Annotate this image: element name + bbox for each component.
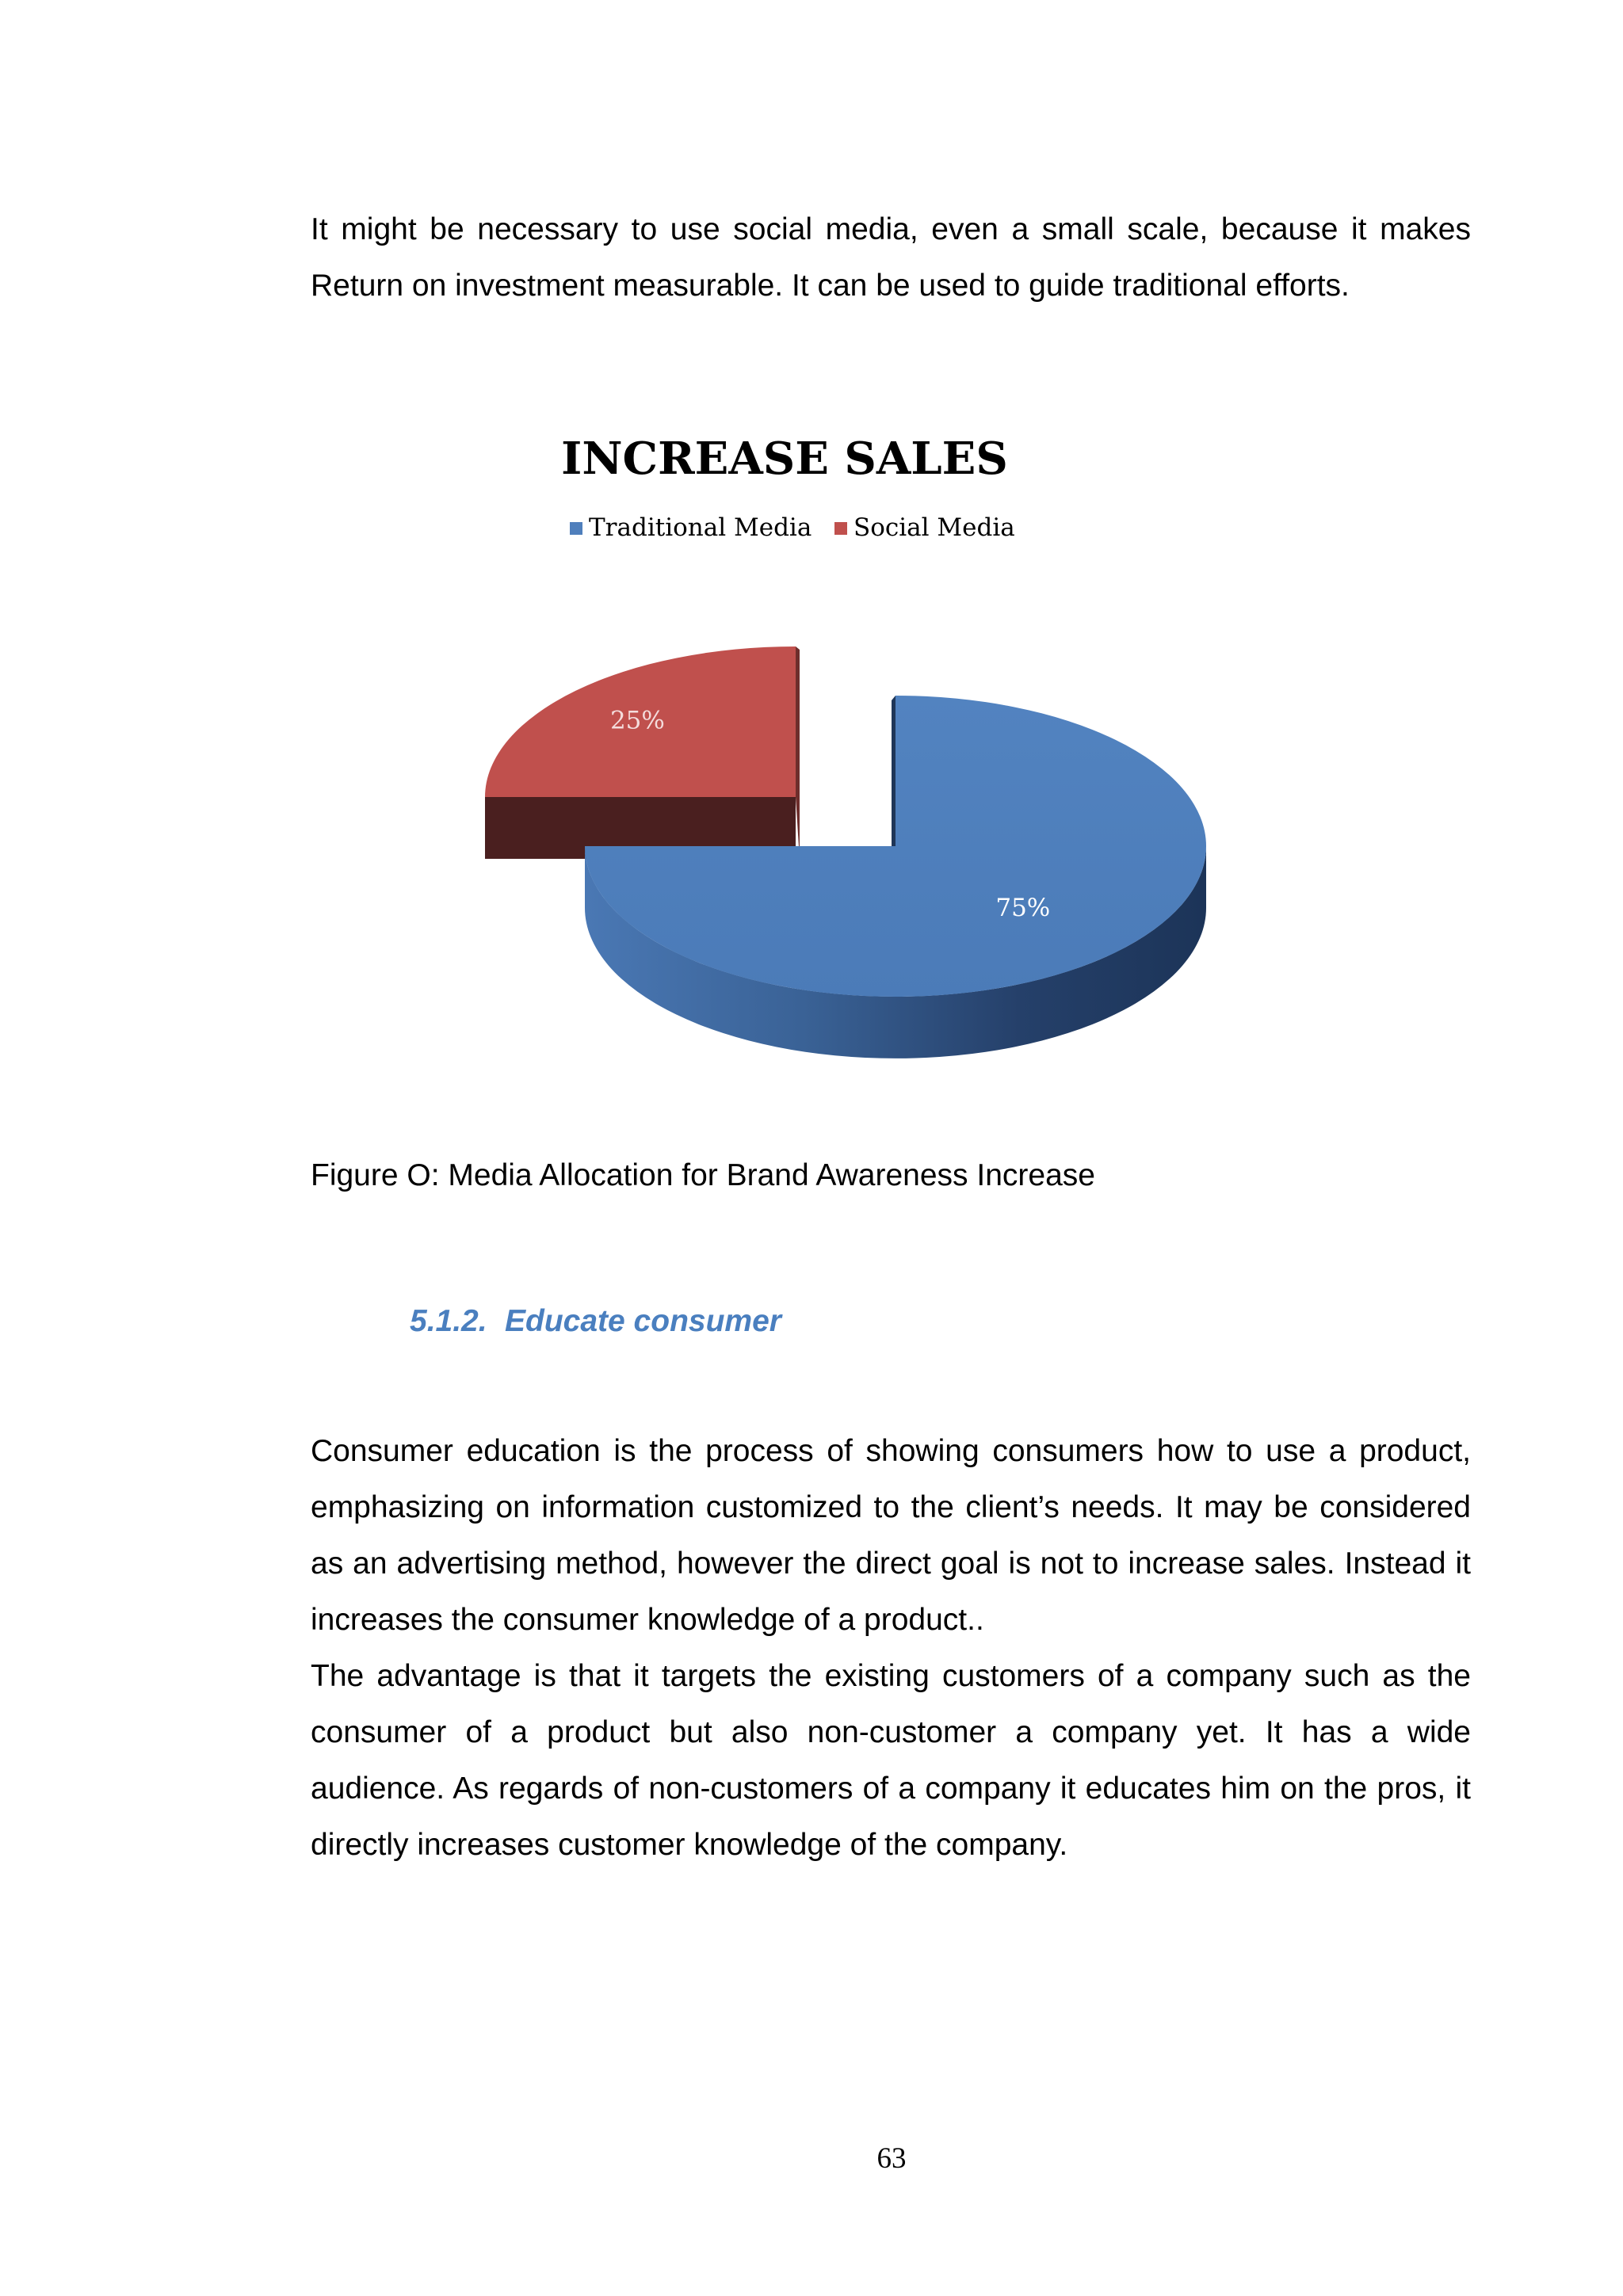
legend-label-social: Social Media [854,513,1015,542]
intro-paragraph: It might be necessary to use social media, even a small scale, because it makes Return on investment measurable. It can be used to guide traditional efforts. [311,212,1471,303]
legend-swatch-social [834,522,847,535]
pie-slices [485,646,1206,1058]
page-number: 63 [876,2142,907,2175]
education-paragraph-1: Consumer education is the process of showing consumers how to use a product, emphasizing on information customized to the client’s needs. It may be considered as an advertising method, however the direct goal is not to increase sales. Instead it increases the consumer knowledge of a product.. [311,1434,1471,1637]
section-heading [410,1299,781,1344]
section-title: Educate consumer [505,1304,781,1338]
legend-swatch-traditional [570,522,582,535]
slice-label-social: 25% [609,706,665,735]
figure-caption: Figure O: Media Allocation for Brand Awareness Increase [311,1158,1095,1192]
chart-title: INCREASE SALES [561,433,1008,485]
slice-edge-social [796,646,800,859]
slice-label-traditional: 75% [995,893,1051,922]
legend-label-traditional: Traditional Media [589,513,812,542]
pie-chart-figure [444,420,1220,1077]
section-number: 5.1.2. [410,1304,487,1338]
education-paragraphs [311,1423,1471,1873]
slice-edge-traditional [892,696,896,852]
chart-legend [570,513,1015,542]
education-paragraph-2: The advantage is that it targets the existing customers of a company such as the consumer of a product but also non-customer a company yet. It has a wide audience. As regards of non-customers of a company it educates him on the pros, it directly increases customer knowledge of the company. [311,1659,1471,1862]
pie-chart [444,420,1220,1077]
